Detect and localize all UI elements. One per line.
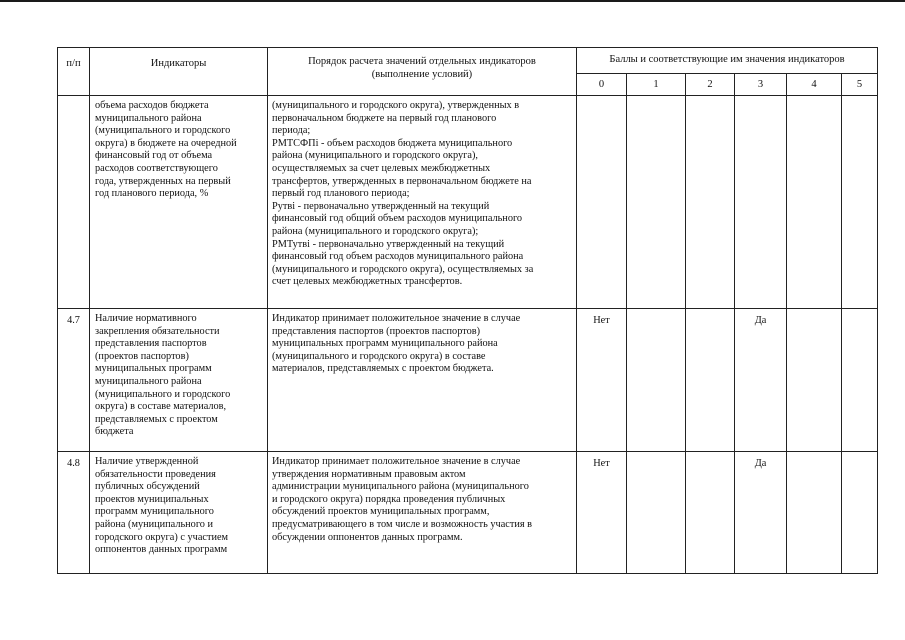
indicator-cell: объема расходов бюджета муниципального района (муниципального и городского округа) в бюджете на очередной финансовый год от объема расходов соответствующего года, утвержденных на первый год планового периода, %	[90, 96, 268, 309]
score-cell-0	[577, 96, 627, 309]
header-score-4: 4	[787, 74, 842, 96]
row-number: 4.7	[58, 309, 90, 452]
score-cell-4	[787, 96, 842, 309]
score-cell-4	[787, 309, 842, 452]
score-cell-4	[787, 452, 842, 574]
score-cell-1	[627, 452, 686, 574]
header-score-5: 5	[842, 74, 878, 96]
header-indicators: Индикаторы	[90, 48, 268, 96]
header-row-top	[58, 48, 878, 74]
header-scores-title: Баллы и соответствующие им значения индикаторов	[577, 48, 878, 74]
procedure-cell: Индикатор принимает положительное значение в случае утверждения нормативным правовым актом администрации муниципального района (муниципального и городского округа) порядка проведения публичных обсуждений проектов муниципальных программ, предусматривающего в том числе и возможность участия в обсуждении оппонентов данных программ.	[268, 452, 577, 574]
table-row	[58, 452, 878, 574]
score-cell-2	[686, 96, 735, 309]
score-cell-5	[842, 309, 878, 452]
score-cell-2	[686, 452, 735, 574]
header-score-1: 1	[627, 74, 686, 96]
procedure-cell: (муниципального и городского округа), утвержденных в первоначальном бюджете на первый год планового периода; РМТСФПi - объем расходов бюджета муниципального района (муниципального и городского округа), осуществляемых за счет целевых межбюджетных трансфертов, утвержденных в первоначальном бюджете на первый год планового периода; Рутві - первоначально утвержденный на текущий финансовый год общий объем расходов муниципального района (муниципального и городского округа); РМТутві - первоначально утвержденный на текущий финансовый год объем расходов муниципального района (муниципального и городского округа), осуществляемых за счет целевых межбюджетных трансфертов.	[268, 96, 577, 309]
table-row	[58, 96, 878, 309]
header-score-3: 3	[735, 74, 787, 96]
score-cell-5	[842, 452, 878, 574]
indicators-table	[57, 47, 878, 574]
score-cell-5	[842, 96, 878, 309]
header-score-2: 2	[686, 74, 735, 96]
header-procedure: Порядок расчета значений отдельных индикаторов (выполнение условий)	[268, 48, 577, 96]
row-number: 4.8	[58, 452, 90, 574]
score-cell-3: Да	[735, 452, 787, 574]
row-number	[58, 96, 90, 309]
score-cell-3: Да	[735, 309, 787, 452]
header-score-0: 0	[577, 74, 627, 96]
page-top-rule	[0, 0, 905, 2]
score-cell-1	[627, 96, 686, 309]
procedure-cell: Индикатор принимает положительное значение в случае представления паспортов (проектов паспортов) муниципальных программ муниципального района (муниципального и городского округа) в составе материалов, представляемых с проектом бюджета.	[268, 309, 577, 452]
score-cell-3	[735, 96, 787, 309]
indicator-cell: Наличие нормативного закрепления обязательности представления паспортов (проектов паспортов) муниципальных программ муниципального района (муниципального и городского округа) в составе материалов, представляемых с проектом бюджета	[90, 309, 268, 452]
score-cell-2	[686, 309, 735, 452]
score-cell-0: Нет	[577, 452, 627, 574]
score-cell-1	[627, 309, 686, 452]
score-cell-0: Нет	[577, 309, 627, 452]
indicator-cell: Наличие утвержденной обязательности проведения публичных обсуждений проектов муниципальных программ муниципального района (муниципального и городского округа) с участием оппонентов данных программ	[90, 452, 268, 574]
table-row	[58, 309, 878, 452]
header-num: п/п	[58, 48, 90, 96]
